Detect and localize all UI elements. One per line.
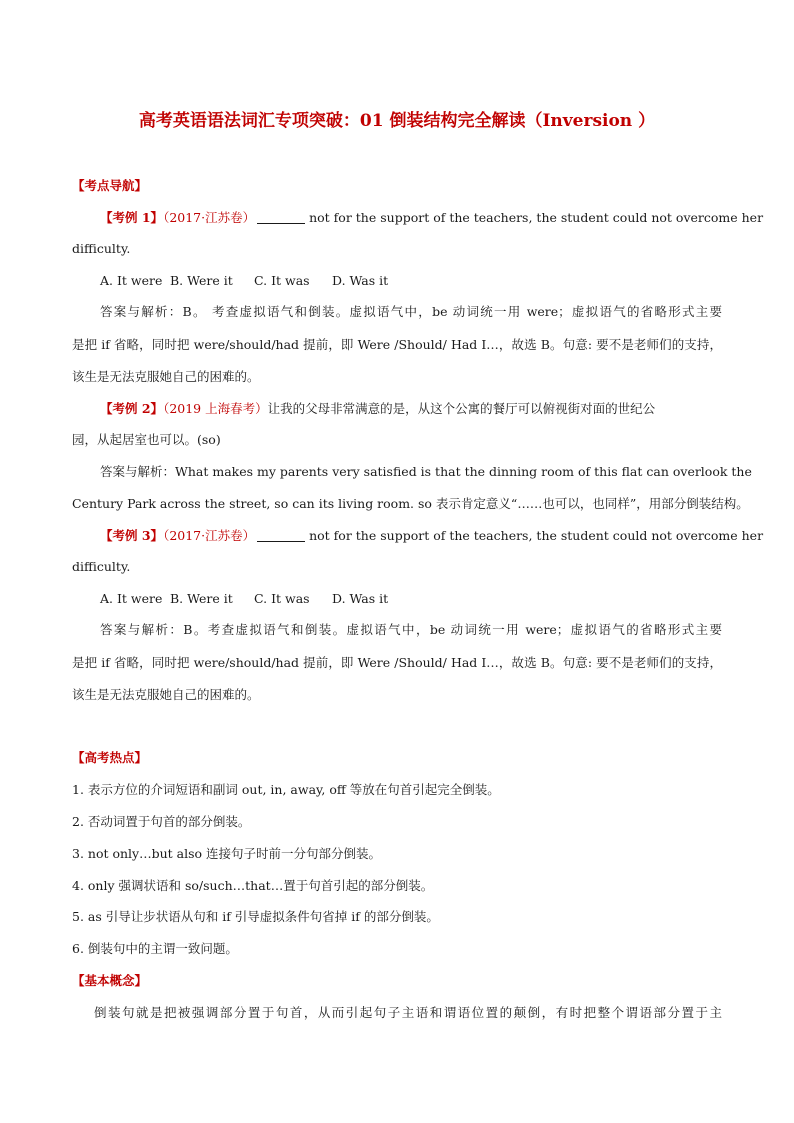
example2-question-text: 让我的父母非常满意的是，从这个公寓的餐厅可以俯视街对面的世纪公 (267, 401, 656, 416)
example2-question-cont: 园，从起居室也可以。(so) (72, 432, 221, 447)
example2-source: （2019 上海春考） (163, 401, 268, 416)
option-a: A. It were (100, 591, 163, 606)
hot-item-5: 5. as 引导让步状语从句和 if 引导虚拟条件句省掉 if 的部分倒装。 (72, 909, 439, 924)
option-d: D. Was it (332, 591, 389, 606)
section-heading-basic: 【基本概念】 (72, 973, 148, 988)
answer-blank (257, 529, 305, 542)
example3-question-cont: difficulty. (72, 559, 131, 574)
example1-question-cont: difficulty. (72, 241, 131, 256)
option-c: C. It was (254, 273, 310, 288)
hot-item-3: 3. not only…but also 连接句子时前一分句部分倒装。 (72, 846, 382, 861)
example3-source: （2017·江苏卷） (163, 528, 256, 543)
example1-answer-line3: 该生是无法克服她自己的困难的。 (72, 369, 260, 384)
section-heading-hot: 【高考热点】 (72, 750, 148, 765)
hot-item-1: 1. 表示方位的介词短语和副词 out, in, away, off 等放在句首引起完全倒装。 (72, 782, 500, 797)
example3-answer-line2: 是把 if 省略，同时把 were/should/had 提前，即 Were /Should/ Had I…，故选 B。句意: 要不是老师们的支持， (72, 655, 722, 670)
hot-item-2: 2. 否动词置于句首的部分倒装。 (72, 814, 251, 829)
example1-question (100, 210, 764, 226)
example1-answer-line1: 答案与解析：B。 考查虚拟语气和倒装。虚拟语气中，be 动词统一用 were；虚拟语气的省略形式主要 (100, 304, 722, 319)
option-c: C. It was (254, 591, 310, 606)
example2-answer-line1: 答案与解析：What makes my parents very satisfied is that the dinning room of this flat can overlook the (100, 464, 752, 479)
example3-answer-line3: 该生是无法克服她自己的困难的。 (72, 687, 260, 702)
example1-label: 【考例 1】 (100, 210, 164, 225)
example1-answer-line2: 是把 if 省略，同时把 were/should/had 提前，即 Were /Should/ Had I…，故选 B。句意: 要不是老师们的支持， (72, 337, 722, 352)
example3-question-text: not for the support of the teachers, the student could not overcome her (309, 528, 764, 543)
example1-source: （2017·江苏卷） (163, 210, 256, 225)
example1-options (100, 273, 722, 289)
basic-concept-text: 倒装句就是把被强调部分置于句首，从而引起句子主语和谓语位置的颠倒，有时把整个谓语部分置于主 (94, 1005, 722, 1020)
example2-answer-line2: Century Park across the street, so can its living room. so 表示肯定意义“……也可以，也同样”，用部分倒装结构。 (72, 496, 749, 511)
page-title: 高考英语语法词汇专项突破：01 倒装结构完全解读（Inversion ） (138, 111, 656, 131)
section-heading-nav: 【考点导航】 (72, 178, 148, 193)
example3-question (100, 528, 764, 544)
example3-label: 【考例 3】 (100, 528, 164, 543)
hot-item-4: 4. only 强调状语和 so/such…that…置于句首引起的部分倒装。 (72, 878, 434, 893)
option-d: D. Was it (332, 273, 389, 288)
option-b: B. Were it (170, 591, 233, 606)
option-b: B. Were it (170, 273, 233, 288)
example1-question-text: not for the support of the teachers, the student could not overcome her (309, 210, 764, 225)
example3-answer-line1: 答案与解析：B。考查虚拟语气和倒装。虚拟语气中，be 动词统一用 were；虚拟语气的省略形式主要 (100, 622, 722, 637)
hot-item-6: 6. 倒装句中的主谓一致问题。 (72, 941, 238, 956)
example2-label: 【考例 2】 (100, 401, 164, 416)
answer-blank (257, 211, 305, 224)
example2-question (100, 401, 722, 417)
example3-options (100, 591, 722, 607)
option-a: A. It were (100, 273, 163, 288)
